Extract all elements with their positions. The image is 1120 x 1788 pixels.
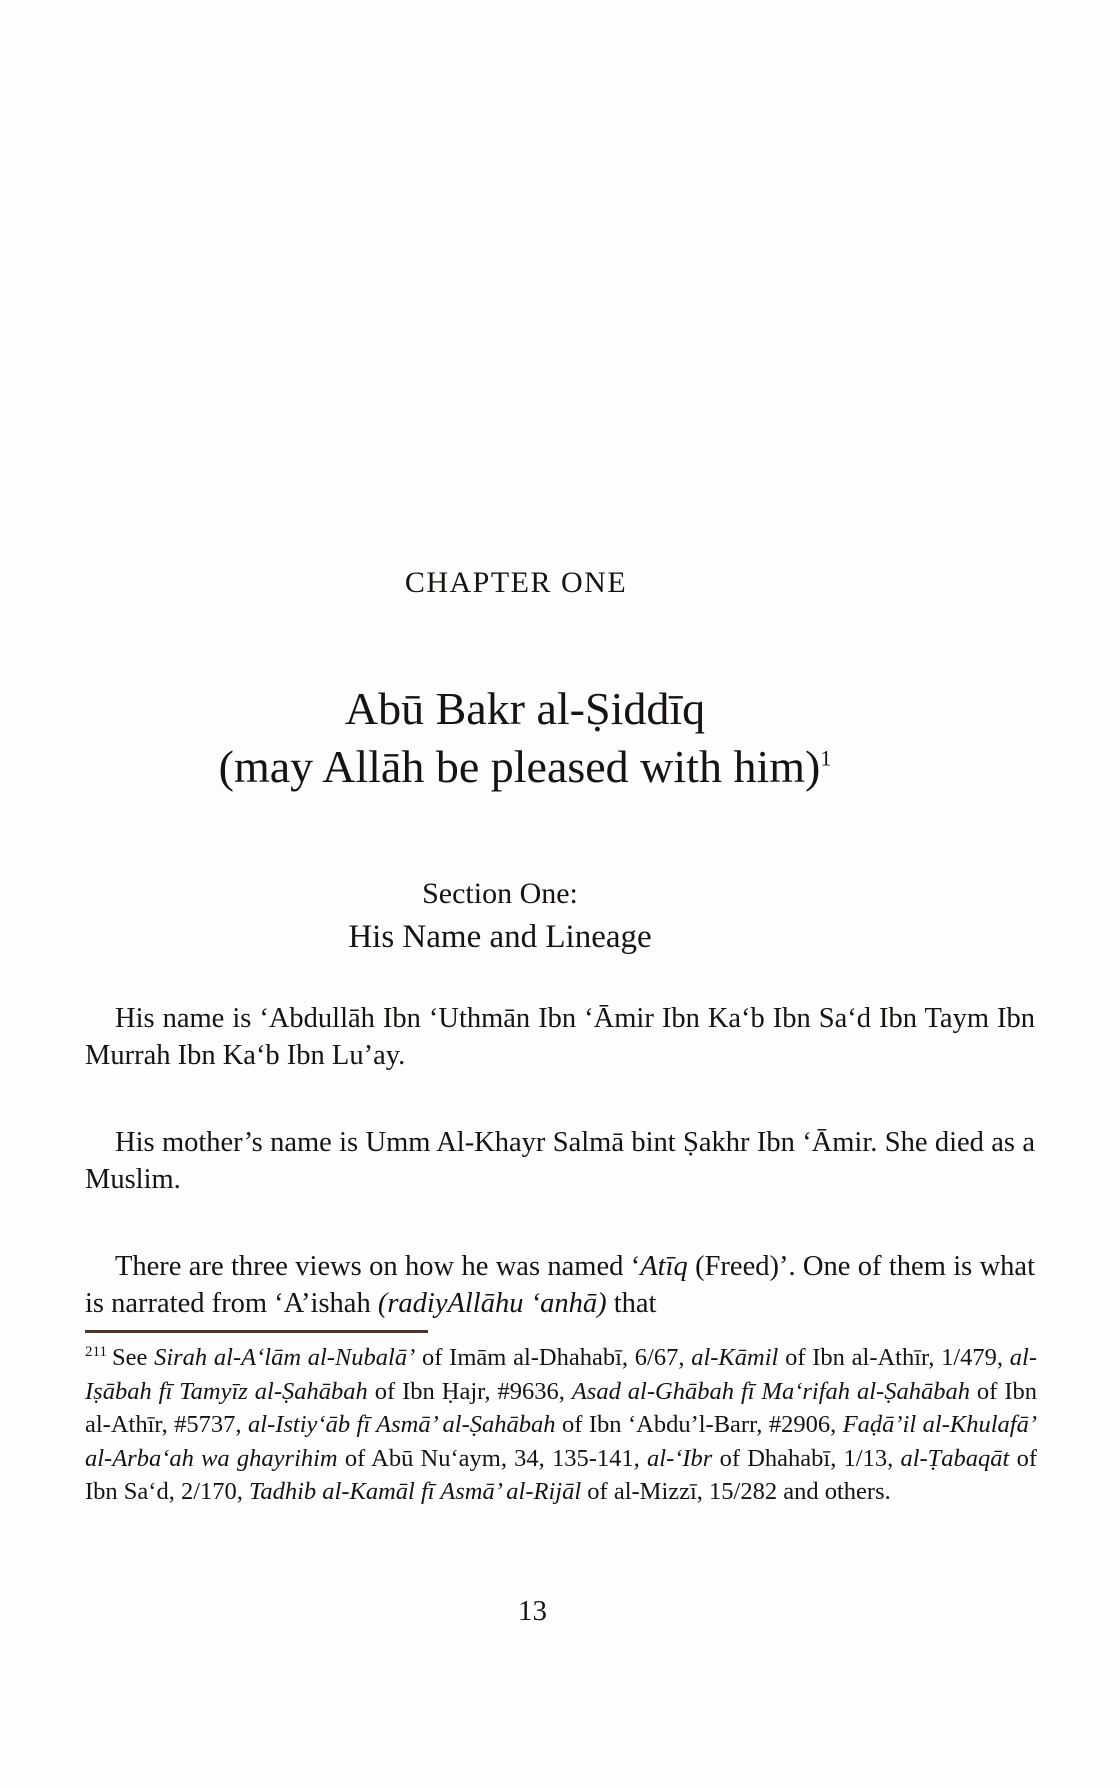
footnote-marker: 211	[85, 1343, 107, 1360]
footnote-text: See Sirah al-A‘lām al-Nubalā’ of Imām al-Dhahabī, 6/67, al-Kāmil of Ibn al-Athīr, 1/479, al-Iṣābah fī Tamyīz al-Ṣahābah of Ibn Ḥajr, #9636, Asad al-Ghābah fī Ma‘rifah al-Ṣahābah of Ibn al-Athīr, #5737, al-Istiy‘āb fī Asmā’ al-Ṣahābah of Ibn ‘Abdu’l-Barr, #2906, Faḍā’il al-Khulafā’ al-Arba‘ah wa ghayrihim of Abū Nu‘aym, 34, 135-141, al-‘Ibr of Dhahabī, 1/13, al-Ṭabaqāt of Ibn Sa‘d, 2/170, Tadhib al-Kamāl fī Asmā’ al-Rijāl of al-Mizzī, 15/282 and others.	[85, 1344, 1037, 1505]
section-label: Section One:	[422, 877, 578, 910]
chapter-heading: CHAPTER ONE	[404, 566, 628, 599]
body-text	[85, 1000, 1035, 1322]
title-line-2: (may Allāh be pleased with him)	[218, 741, 821, 792]
paragraph-mother: His mother’s name is Umm Al-Khayr Salmā bint Ṣakhr Ibn ‘Āmir. She died as a Muslim.	[85, 1127, 1035, 1195]
paragraph-name-lineage: His name is ‘Abdullāh Ibn ‘Uthmān Ibn ‘Āmir Ibn Ka‘b Ibn Sa‘d Ibn Taym Ibn Murrah Ibn Ka‘b Ibn Lu’ay.	[85, 1003, 1035, 1071]
page-number: 13	[518, 1595, 547, 1627]
section-title: His Name and Lineage	[348, 919, 652, 955]
title-footnote-marker: 1	[820, 745, 832, 771]
paragraph-atiq-views: There are three views on how he was named ‘Atīq (Freed)’. One of them is what is narrated from ‘A’ishah (radiyAllāhu ‘anhā) that	[85, 1251, 1035, 1319]
title-line-1: Abū Bakr al-Ṣiddīq	[344, 683, 706, 734]
footnote-divider	[85, 1330, 428, 1333]
section-heading	[0, 874, 1120, 960]
page-title	[0, 680, 1120, 796]
footnote	[85, 1341, 1037, 1509]
